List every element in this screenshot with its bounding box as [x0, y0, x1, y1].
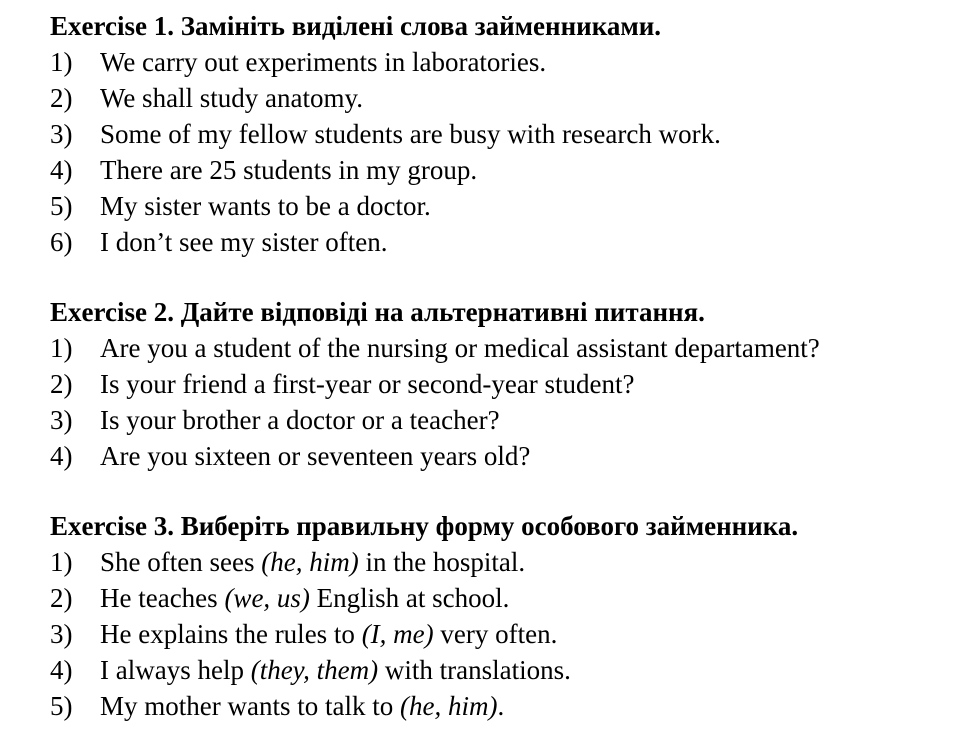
item-number: 1) — [50, 47, 73, 77]
exercise-2-label: Exercise 2. — [50, 297, 174, 327]
exercise-2-items — [50, 330, 961, 474]
item-number: 1) — [50, 333, 73, 363]
item-text: Some of my fellow students are busy with research work. — [100, 119, 721, 149]
exercise-1-label: Exercise 1. — [50, 11, 174, 41]
exercise-2-item-3 — [50, 402, 961, 438]
exercise-2-item-2 — [50, 366, 961, 402]
item-text — [100, 544, 525, 580]
item-text: Are you sixteen or seventeen years old? — [100, 441, 531, 471]
item-text: There are 25 students in my group. — [100, 155, 478, 185]
exercise-1-instruction: Замініть виділені слова займенниками. — [180, 11, 662, 41]
exercise-3-item-3 — [50, 616, 961, 652]
item-number: 4) — [50, 441, 73, 471]
item-number: 3) — [50, 405, 73, 435]
exercise-3-instruction: Виберіть правильну форму особового займенника. — [180, 511, 799, 541]
text-after: English at school. — [309, 583, 510, 613]
item-number: 4) — [50, 655, 73, 685]
exercise-1-item-6 — [50, 224, 961, 260]
exercise-1 — [50, 8, 961, 260]
exercise-3-title — [50, 508, 961, 544]
pronoun-options: (he, him) — [261, 547, 359, 577]
exercise-1-item-1 — [50, 44, 961, 80]
text-before: He teaches — [100, 583, 225, 613]
text-before: I always help — [100, 655, 251, 685]
text-after: . — [497, 691, 505, 721]
item-text — [100, 688, 504, 724]
item-number: 4) — [50, 155, 73, 185]
exercise-1-item-4 — [50, 152, 961, 188]
item-number: 6) — [50, 227, 73, 257]
exercise-2-item-4 — [50, 438, 961, 474]
exercise-1-item-2 — [50, 80, 961, 116]
item-text: We carry out experiments in laboratories. — [100, 47, 547, 77]
item-number: 2) — [50, 369, 73, 399]
text-after: with translations. — [378, 655, 571, 685]
pronoun-options: (they, them) — [250, 655, 379, 685]
exercise-1-item-5 — [50, 188, 961, 224]
exercise-3-item-5 — [50, 688, 961, 724]
item-text: My sister wants to be a doctor. — [100, 191, 431, 221]
exercise-2 — [50, 294, 961, 474]
item-text — [100, 616, 557, 652]
exercise-1-title — [50, 8, 961, 44]
exercise-3-item-4 — [50, 652, 961, 688]
item-text: Are you a student of the nursing or medical assistant departament? — [100, 333, 820, 363]
exercise-2-title — [50, 294, 961, 330]
exercise-1-items — [50, 44, 961, 260]
item-text: Is your brother a doctor or a teacher? — [100, 405, 500, 435]
item-text: Is your friend a first-year or second-year student? — [100, 369, 635, 399]
exercise-1-item-3 — [50, 116, 961, 152]
exercise-3-item-2 — [50, 580, 961, 616]
text-after: in the hospital. — [358, 547, 526, 577]
item-number: 1) — [50, 547, 73, 577]
text-before: She often sees — [100, 547, 262, 577]
pronoun-options: (he, him) — [399, 691, 498, 721]
text-before: He explains the rules to — [100, 619, 362, 649]
exercise-3 — [50, 508, 961, 724]
item-number: 3) — [50, 619, 73, 649]
pronoun-options: (we, us) — [224, 583, 310, 613]
exercise-3-label: Exercise 3. — [50, 511, 174, 541]
item-text: I don’t see my sister often. — [100, 227, 388, 257]
exercise-3-items — [50, 544, 961, 724]
text-after: very often. — [433, 619, 558, 649]
pronoun-options: (I, me) — [361, 619, 434, 649]
exercise-3-item-1 — [50, 544, 961, 580]
item-text: We shall study anatomy. — [100, 83, 364, 113]
item-number: 5) — [50, 191, 73, 221]
exercise-2-item-1 — [50, 330, 961, 366]
item-text — [100, 580, 509, 616]
item-number: 2) — [50, 83, 73, 113]
exercise-2-instruction: Дайте відповіді на альтернативні питання. — [180, 297, 705, 327]
text-before: My mother wants to talk to — [100, 691, 400, 721]
item-number: 3) — [50, 119, 73, 149]
item-number: 2) — [50, 583, 73, 613]
item-number: 5) — [50, 691, 73, 721]
item-text — [100, 652, 571, 688]
